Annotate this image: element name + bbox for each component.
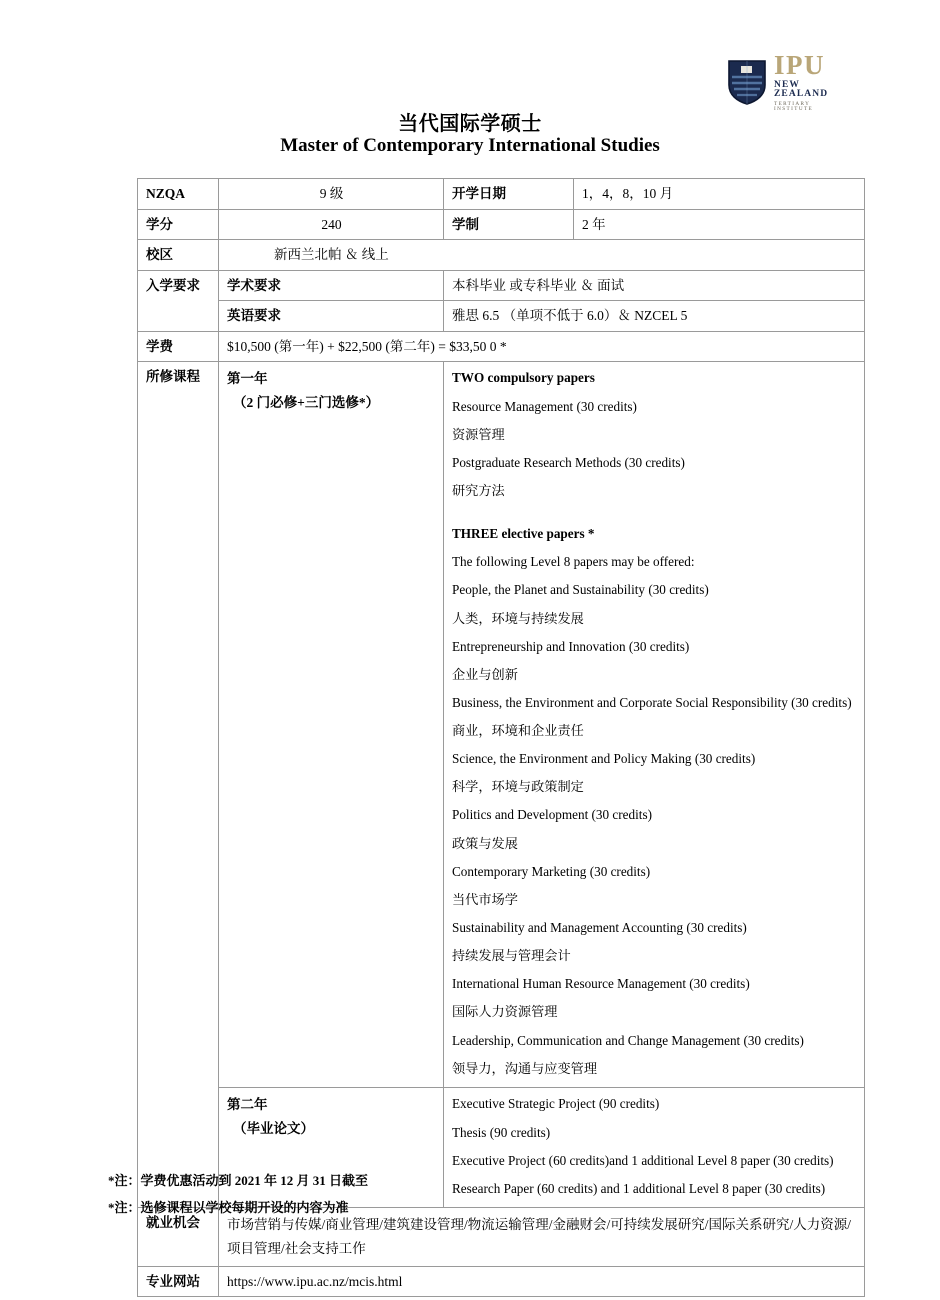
table-row-entry-english [138, 301, 865, 332]
ipu-logo [727, 49, 839, 112]
logo-country: NEW ZEALAND [774, 79, 829, 100]
nzqa-value: 9 级 [219, 179, 444, 210]
table-row-nzqa [138, 179, 865, 210]
course-item: Postgraduate Research Methods (30 credits) [452, 454, 685, 470]
page-title-cn: 当代国际学硕士 [398, 113, 542, 135]
program-spec-table [137, 178, 865, 1297]
nzqa-label: NZQA [138, 179, 219, 210]
table-row-fee [138, 331, 865, 362]
year1-label: 第一年 [227, 371, 268, 387]
logo-abbr: IPU [774, 49, 825, 80]
course-item: Resource Management (30 credits) [452, 398, 637, 414]
course-item: 研究方法 [452, 482, 505, 498]
year1-papers-cell [444, 362, 865, 1088]
table-row-entry-academic [138, 270, 865, 301]
course-item: 企业与创新 [452, 666, 518, 682]
table-row-courses-year1 [138, 362, 865, 1088]
english-requirement-label: 英语要求 [219, 301, 444, 332]
footnote-item: *注：选修课程以学校每期开设的内容为准 [108, 1199, 349, 1215]
course-item: Contemporary Marketing (30 credits) [452, 863, 651, 879]
logo-tagline: TERTIARY INSTITUTE [774, 100, 814, 112]
fee-value: $10,500 (第一年) + $22,500 (第二年) = $33,50 0 * [219, 331, 865, 362]
course-item: People, the Planet and Sustainability (30 credits) [452, 582, 709, 598]
start-date-value: 1，4，8，10 月 [574, 179, 865, 210]
course-item: 科学，环境与政策制定 [452, 779, 584, 795]
year1-sublabel: （2 门必修+三门选修*） [233, 394, 380, 410]
footnote-item: *注：学费优惠活动到 2021 年 12 月 31 日截至 [108, 1173, 369, 1188]
course-item: Business, the Environment and Corporate Social Responsibility (30 credits) [452, 694, 852, 710]
course-item: Executive Strategic Project (90 credits) [452, 1096, 660, 1112]
website-value[interactable]: https://www.ipu.ac.nz/mcis.html [219, 1266, 865, 1297]
shield-icon [727, 59, 767, 105]
academic-requirement-label: 学术要求 [219, 270, 444, 301]
course-item: Science, the Environment and Policy Making (30 credits) [452, 751, 756, 767]
website-label: 专业网站 [138, 1266, 219, 1297]
course-item: 国际人力资源管理 [452, 1004, 558, 1020]
section-spacer [452, 505, 857, 520]
course-item: 当代市场学 [452, 891, 518, 907]
table-row-credits [138, 209, 865, 240]
course-item: Executive Project (60 credits)and 1 additional Level 8 paper (30 credits) [452, 1152, 834, 1168]
course-item: 领导力，沟通与应变管理 [452, 1060, 598, 1076]
duration-label: 学制 [444, 209, 574, 240]
english-requirement-value: 雅思 6.5 （单项不低于 6.0）＆ NZCEL 5 [444, 301, 865, 332]
program-spec-table-wrapper [137, 178, 864, 1297]
page-title-en: Master of Contemporary International Studies [280, 135, 660, 156]
courses-label: 所修课程 [138, 362, 219, 1208]
course-item: 资源管理 [452, 426, 505, 442]
campus-value: 新西兰北帕 ＆ 线上 [219, 240, 865, 271]
logo-wordmark [774, 49, 839, 112]
entry-requirements-label: 入学要求 [138, 270, 219, 331]
course-item: 人类，环境与持续发展 [452, 610, 584, 626]
footnotes [108, 1168, 808, 1221]
career-value: 市场营销与传媒/商业管理/建筑建设管理/物流运输管理/金融财会/可持续发展研究/国际关系研究/人力资源/项目管理/社会支持工作 [219, 1208, 865, 1266]
elective-heading: THREE elective papers * [452, 526, 595, 542]
course-item: Leadership, Communication and Change Management (30 credits) [452, 1032, 804, 1048]
career-label: 就业机会 [138, 1208, 219, 1266]
start-date-label: 开学日期 [444, 179, 574, 210]
course-item: Research Paper (60 credits) and 1 additional Level 8 paper (30 credits) [452, 1180, 826, 1196]
year2-sublabel: （毕业论文） [233, 1120, 314, 1136]
table-row-campus [138, 240, 865, 271]
course-item: International Human Resource Management (30 credits) [452, 976, 750, 992]
duration-value: 2 年 [574, 209, 865, 240]
campus-label: 校区 [138, 240, 219, 271]
fee-label: 学费 [138, 331, 219, 362]
course-item: Sustainability and Management Accounting (30 credits) [452, 920, 747, 936]
course-item: Entrepreneurship and Innovation (30 credits) [452, 638, 690, 654]
table-row-website [138, 1266, 865, 1297]
academic-requirement-value: 本科毕业 或专科毕业 ＆ 面试 [444, 270, 865, 301]
course-item: 持续发展与管理会计 [452, 948, 571, 964]
credits-label: 学分 [138, 209, 219, 240]
course-item: Politics and Development (30 credits) [452, 807, 652, 823]
course-item: 政策与发展 [452, 835, 518, 851]
year1-cell [219, 362, 444, 1088]
credits-value: 240 [219, 209, 444, 240]
course-item: Thesis (90 credits) [452, 1124, 551, 1140]
elective-intro: The following Level 8 papers may be offered: [452, 554, 695, 570]
compulsory-heading: TWO compulsory papers [452, 370, 595, 386]
year2-label: 第二年 [227, 1097, 268, 1113]
course-item: 商业，环境和企业责任 [452, 723, 584, 739]
